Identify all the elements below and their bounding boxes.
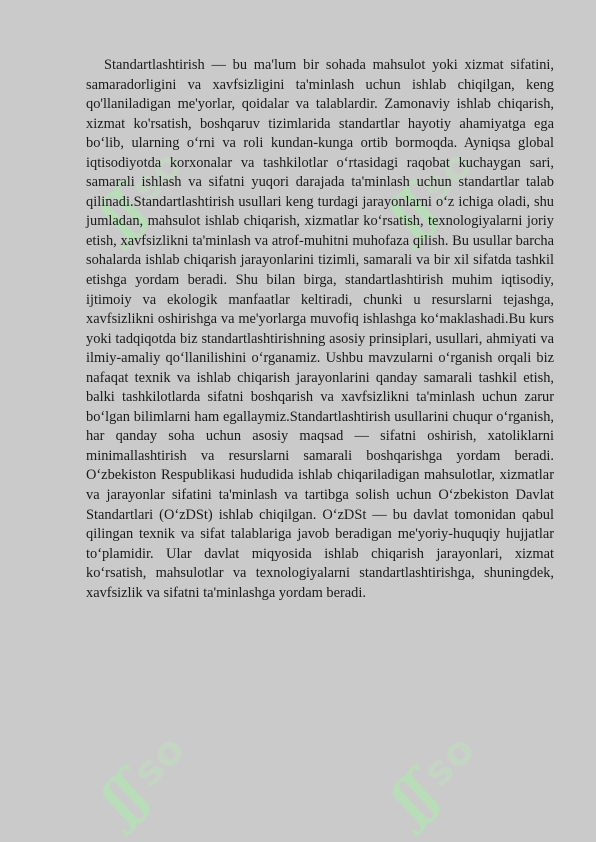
watermark-logo-icon: ʃʃ (86, 176, 158, 247)
body-paragraph: Standartlashtirish — bu ma'lum bir sohada mahsulot yoki xizmat sifatini, samaradorligini va xavfsizligini ta'minlash uchun ishlab chiqilgan, keng qo'llaniladigan me'yorlar, qoidalar va talablardir. Zamonaviy ishlab chiqarish, xizmat ko'rsatish, boshqaruv tizimlarida standartlar hayotiy ahamiyatga ega bo‘lib, ularning o‘rni va roli kundan-kunga ortib bormoqda. Ayniqsa global iqtisodiyotda korxonalar va tashkilotlar o‘rtasidagi raqobat kuchaygan sari, samarali ishlash va sifatni yuqori darajada ta'minlash uchun standartlar talab qilinadi.Standartlashtirish usullari keng turdagi jarayonlarni o‘z ichiga oladi, shu jumladan, mahsulot ishlab chiqarish, xizmatlar ko‘rsatish, texnologiyalarni joriy etish, xavfsizlikni ta'minlash va atrof-muhitni muhofaza qilish. Bu usullar barcha sohalarda ishlab chiqarish jarayonlarini tizimli, samarali va bir xil sifatda tashkil etishga yordam beradi. Shu bilan birga, standartlashtirish muhim iqtisodiy, ijtimoiy va ekologik manfaatlar keltiradi, chunki u resurslarni tejashga, xavfsizlikni oshirishga va me'yorlarga muvofiq ishlashga ko‘maklashadi.Bu kurs yoki tadqiqotda biz standartlashtirishning asosiy prinsiplari, usullari, ahmiyati va ilmiy-amaliy qo‘llanilishini o‘rganamiz. Ushbu mavzularni o‘rganish orqali biz nafaqat texnik va ishlab chiqarish jarayonlarini qanday samarali tashkil etish, balki tashkilotlarda sifatni boshqarish va xavfsizlikni ta'minlash uchun zarur bo‘lgan bilimlarni ham egallaymiz.Standartlashtirish usullarini chuqur o‘rganish, har qanday soha uchun asosiy maqsad — sifatni oshirish, xatoliklarni minimallashtirish va resurslarni samarali boshqarishga yordam beradi. O‘zbekiston Respublikasi hududida ishlab chiqariladigan mahsulotlar, xizmatlar va jarayonlar sifatini ta'minlash va tartibga solish uchun O‘zbekiston Davlat Standartlari (O‘zDSt) ishlab chiqilgan. O‘zDSt — bu davlat tomonidan qabul qilingan texnik va sifat talablariga javob beradigan me'yoriy-huquqiy hujjatlar to‘plamidir. Ular davlat miqyosida ishlab chiqarish jarayonlari, xizmat ko‘rsatish, mahsulotlar va texnologiyalarni standartlashtirishga, shuningdek, xavfsizlik va sifatni ta'minlashga yordam beradi. (86, 57, 554, 601)
watermark (378, 723, 487, 832)
watermark-logo-icon: ʃʃ (88, 761, 160, 832)
watermark-text: so (122, 140, 193, 211)
watermark (88, 723, 197, 832)
watermark-logo-icon: ʃʃ (376, 176, 448, 247)
watermark-text: so (414, 725, 485, 796)
watermark-text: so (412, 140, 483, 211)
watermark-logo-icon: ʃʃ (378, 761, 450, 832)
document-body (86, 56, 554, 603)
watermark-text: so (124, 725, 195, 796)
